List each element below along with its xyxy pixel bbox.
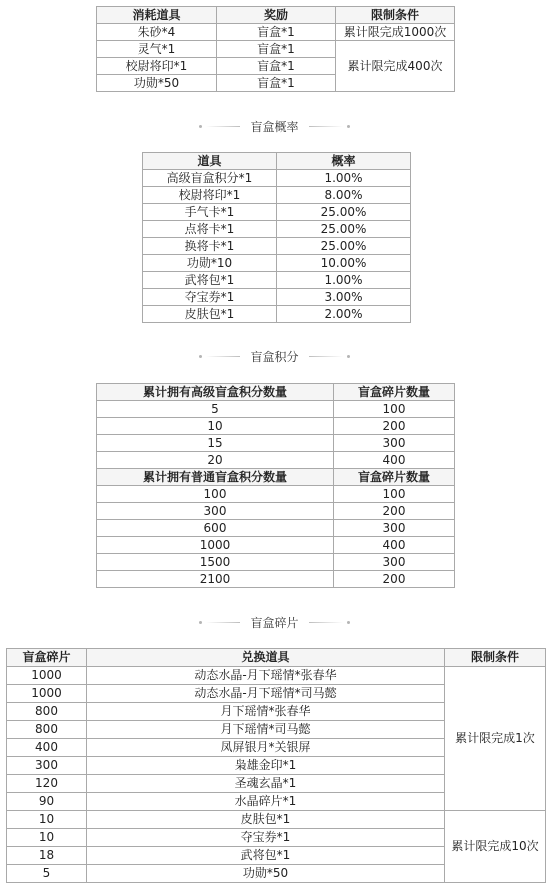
exchange-item-cell: 凤屏银月*关银屏 [87,739,445,757]
table-row [143,255,411,272]
column-header: 消耗道具 [97,7,217,24]
section-heading [0,117,549,135]
shards-cell: 100 [334,401,455,418]
divider-ornament-right [309,621,350,624]
exchange-item-cell: 武将包*1 [87,847,445,865]
column-header: 盲盒碎片数量 [334,384,455,401]
column-header: 累计拥有普通盲盒积分数量 [97,469,334,486]
points-cell: 1000 [97,537,334,554]
shard-cost-cell: 400 [7,739,87,757]
table-row [143,170,411,187]
column-header: 限制条件 [336,7,455,24]
shards-cell: 300 [334,520,455,537]
item-cell: 手气卡*1 [143,204,277,221]
points-cell: 10 [97,418,334,435]
shards-cell: 300 [334,435,455,452]
points-cell: 300 [97,503,334,520]
table-row [97,571,455,588]
table-row [143,306,411,323]
table-row [143,187,411,204]
column-header: 奖励 [217,7,336,24]
shard-cost-cell: 800 [7,703,87,721]
exchange-item-cell: 月下瑶情*司马懿 [87,721,445,739]
table-header-row [97,384,455,401]
limit-cell: 累计限完成1000次 [336,24,455,41]
limit-cell: 累计限完成400次 [336,41,455,92]
table-row [97,537,455,554]
divider-ornament-right [309,125,350,128]
probability-table [142,152,411,323]
rate-cell: 8.00% [277,187,411,204]
shard-cost-cell: 300 [7,757,87,775]
shard-cost-cell: 90 [7,793,87,811]
table-row [7,811,546,829]
item-cell: 换将卡*1 [143,238,277,255]
shard-cost-cell: 10 [7,829,87,847]
table-row [7,667,546,685]
shard-cost-cell: 1000 [7,667,87,685]
section-heading [0,613,549,631]
shards-cell: 400 [334,452,455,469]
shards-cell: 400 [334,537,455,554]
table-row [97,24,455,41]
table-row [143,221,411,238]
table-row [143,204,411,221]
points-cell: 2100 [97,571,334,588]
column-header: 兑换道具 [87,649,445,667]
table-row [143,238,411,255]
exchange-item-cell: 水晶碎片*1 [87,793,445,811]
item-cell: 校尉将印*1 [143,187,277,204]
rate-cell: 25.00% [277,238,411,255]
cost-item-cell: 校尉将印*1 [97,58,217,75]
column-header: 盲盒碎片数量 [334,469,455,486]
shards-cell: 200 [334,503,455,520]
points-cell: 20 [97,452,334,469]
exchange-item-cell: 皮肤包*1 [87,811,445,829]
table-row [97,401,455,418]
exchange-item-cell: 夺宝券*1 [87,829,445,847]
reward-cell: 盲盒*1 [217,75,336,92]
shard-cost-cell: 1000 [7,685,87,703]
points-cell: 600 [97,520,334,537]
reward-cell: 盲盒*1 [217,24,336,41]
column-header: 概率 [277,153,411,170]
item-cell: 点将卡*1 [143,221,277,238]
divider-ornament-right [309,355,350,358]
shards-cell: 200 [334,418,455,435]
table-row [97,452,455,469]
cost-item-cell: 灵气*1 [97,41,217,58]
points-cell: 100 [97,486,334,503]
points-cell: 5 [97,401,334,418]
shards-cell: 200 [334,571,455,588]
points-cell: 15 [97,435,334,452]
item-cell: 夺宝券*1 [143,289,277,306]
item-cell: 皮肤包*1 [143,306,277,323]
shard-cost-cell: 120 [7,775,87,793]
table-header-row [7,649,546,667]
column-header: 累计拥有高级盲盒积分数量 [97,384,334,401]
section-heading [0,347,549,365]
table-row [97,554,455,571]
item-cell: 高级盲盒积分*1 [143,170,277,187]
table-header-row [97,7,455,24]
table-row [97,520,455,537]
shard-cost-cell: 5 [7,865,87,883]
rate-cell: 2.00% [277,306,411,323]
section-title: 盲盒概率 [250,119,299,134]
divider-ornament-left [199,125,240,128]
divider-ornament-left [199,621,240,624]
exchange-item-cell: 枭雄金印*1 [87,757,445,775]
limit-cell: 累计限完成10次 [445,811,546,883]
exchange-item-cell: 动态水晶-月下瑶情*张春华 [87,667,445,685]
rate-cell: 25.00% [277,221,411,238]
table-row [97,435,455,452]
shard-cost-cell: 18 [7,847,87,865]
section-title: 盲盒积分 [250,349,299,364]
rate-cell: 10.00% [277,255,411,272]
rate-cell: 1.00% [277,170,411,187]
column-header: 限制条件 [445,649,546,667]
exchange-item-cell: 功勋*50 [87,865,445,883]
table-row [97,503,455,520]
limit-cell: 累计限完成1次 [445,667,546,811]
rate-cell: 3.00% [277,289,411,306]
cost-item-cell: 功勋*50 [97,75,217,92]
item-cell: 功勋*10 [143,255,277,272]
rate-cell: 1.00% [277,272,411,289]
table-row [97,486,455,503]
column-header: 盲盒碎片 [7,649,87,667]
divider-ornament-left [199,355,240,358]
table-row [143,272,411,289]
table-row [97,418,455,435]
cost-item-cell: 朱砂*4 [97,24,217,41]
shard-cost-cell: 10 [7,811,87,829]
exchange-item-cell: 月下瑶情*张春华 [87,703,445,721]
points-table [96,383,455,588]
column-header: 道具 [143,153,277,170]
exchange-item-cell: 动态水晶-月下瑶情*司马懿 [87,685,445,703]
table-subheader-row [97,469,455,486]
table-row [143,289,411,306]
item-cell: 武将包*1 [143,272,277,289]
shard-cost-cell: 800 [7,721,87,739]
exchange-item-cell: 圣魂玄晶*1 [87,775,445,793]
section-title: 盲盒碎片 [250,615,299,630]
shards-exchange-table [6,648,546,883]
shards-cell: 100 [334,486,455,503]
shards-cell: 300 [334,554,455,571]
rate-cell: 25.00% [277,204,411,221]
table-row [97,41,455,58]
table-header-row [143,153,411,170]
reward-cell: 盲盒*1 [217,41,336,58]
points-cell: 1500 [97,554,334,571]
reward-cell: 盲盒*1 [217,58,336,75]
exchange-table [96,6,455,92]
